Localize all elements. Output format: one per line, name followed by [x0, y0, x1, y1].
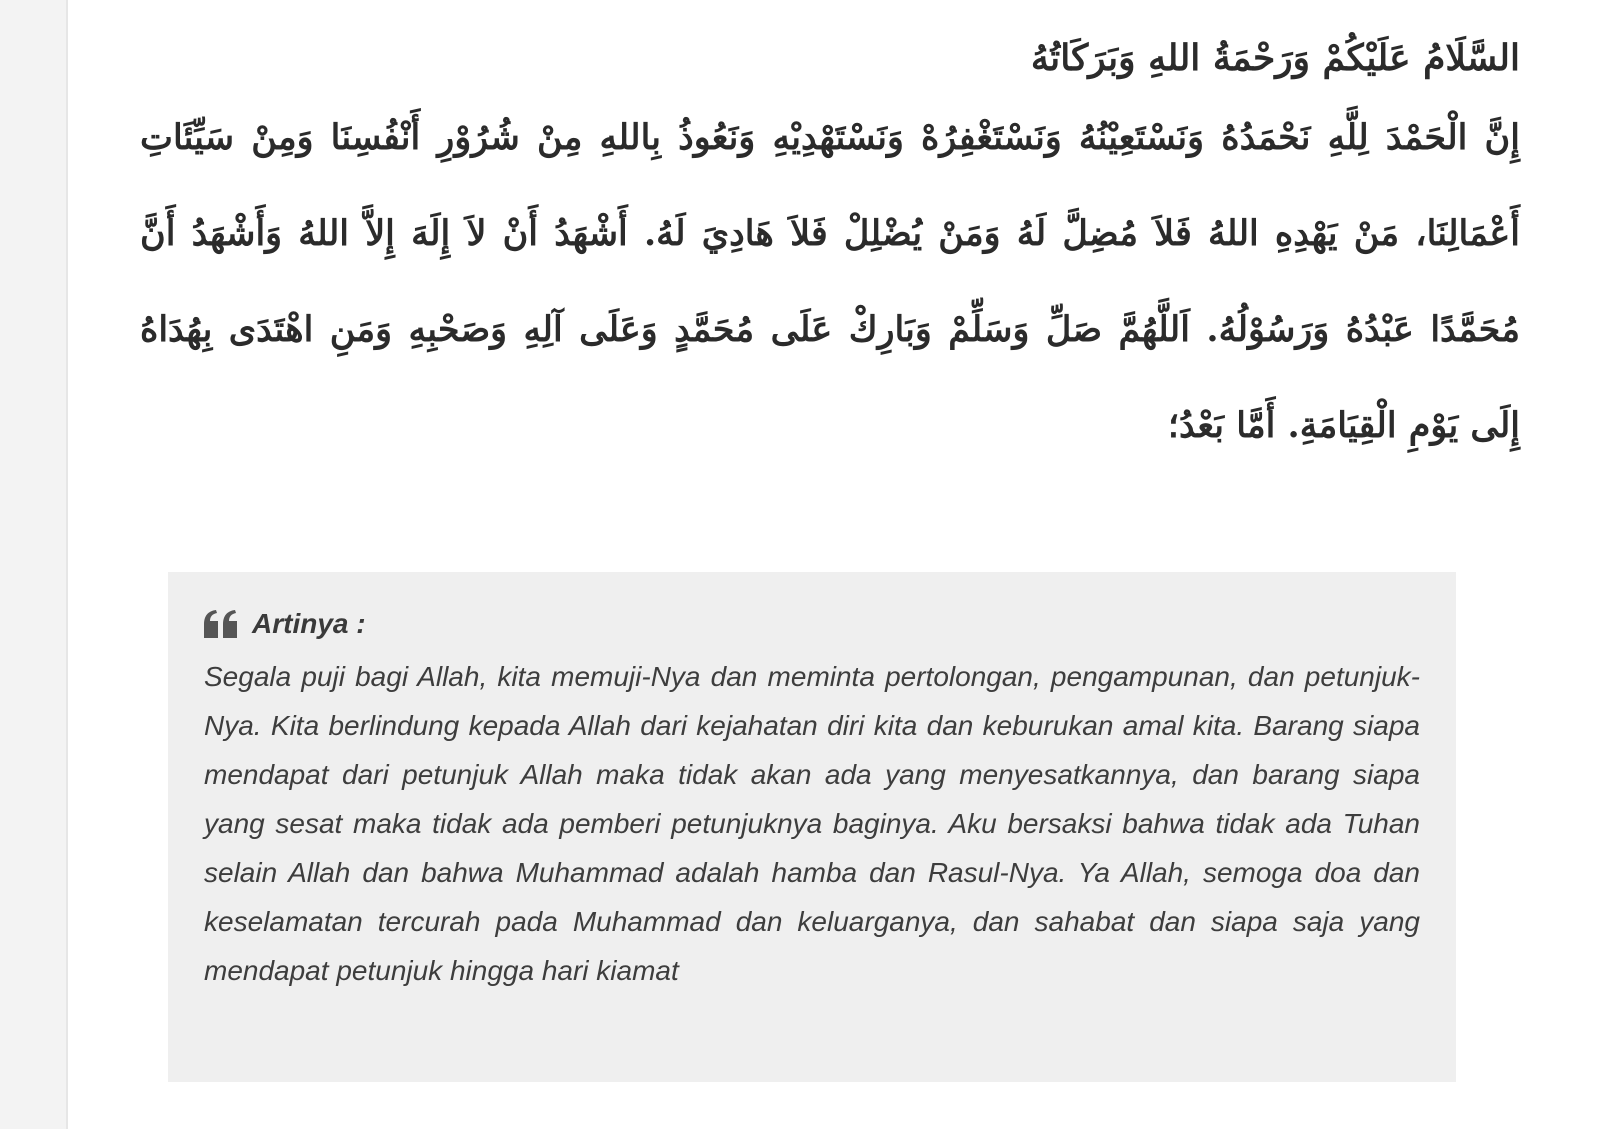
blockquote-header [204, 602, 1420, 646]
article-content [66, 0, 1600, 1129]
quote-icon [204, 610, 238, 638]
arabic-greeting: السَّلَامُ عَلَيْكُمْ وَرَحْمَةُ اللهِ وَبَرَكَاتُهُ [1030, 37, 1520, 79]
arabic-text-block [140, 26, 1520, 474]
translation-blockquote [168, 572, 1456, 1082]
translation-text: Segala puji bagi Allah, kita memuji-Nya dan meminta pertolongan, pengampunan, dan petunjuk-Nya. Kita berlindung kepada Allah dari kejahatan diri kita dan keburukan amal kita. Barang siapa mendapat dari petunjuk Allah maka tidak akan ada yang menyesatkannya, dan barang siapa yang sesat maka tidak ada pemberi petunjuknya baginya. Aku bersaksi bahwa tidak ada Tuhan selain Allah dan bahwa Muhammad adalah hamba dan Rasul-Nya. Ya Allah, semoga doa dan keselamatan tercurah pada Muhammad dan keluarganya, dan sahabat dan siapa saja yang mendapat petunjuk hingga hari kiamat [204, 661, 1420, 986]
translation-label: Artinya : [252, 608, 366, 639]
arabic-opening-doa: إِنَّ الْحَمْدَ لِلَّهِ نَحْمَدُهُ وَنَسْتَعِيْنُهُ وَنَسْتَغْفِرُهْ وَنَسْتَهْدِيْهِ وَنَعُوذُ بِاللهِ مِنْ شُرُوْرِ أَنْفُسِنَا وَمِنْ سَيِّئَاتِ أَعْمَالِنَا، مَنْ يَهْدِهِ اللهُ فَلاَ مُضِلَّ لَهُ وَمَنْ يُضْلِلْ فَلاَ هَادِيَ لَهُ. أَشْهَدُ أَنْ لاَ إِلَهَ إِلاَّ اللهُ وَأَشْهَدُ أَنَّ مُحَمَّدًا عَبْدُهُ وَرَسُوْلُهُ. اَللَّهُمَّ صَلِّ وَسَلِّمْ وَبَارِكْ عَلَى مُحَمَّدٍ وَعَلَى آلِهِ وَصَحْبِهِ وَمَنِ اهْتَدَى بِهُدَاهُ إِلَى يَوْمِ الْقِيَامَةِ. أَمَّا بَعْدُ؛ [140, 117, 1520, 446]
